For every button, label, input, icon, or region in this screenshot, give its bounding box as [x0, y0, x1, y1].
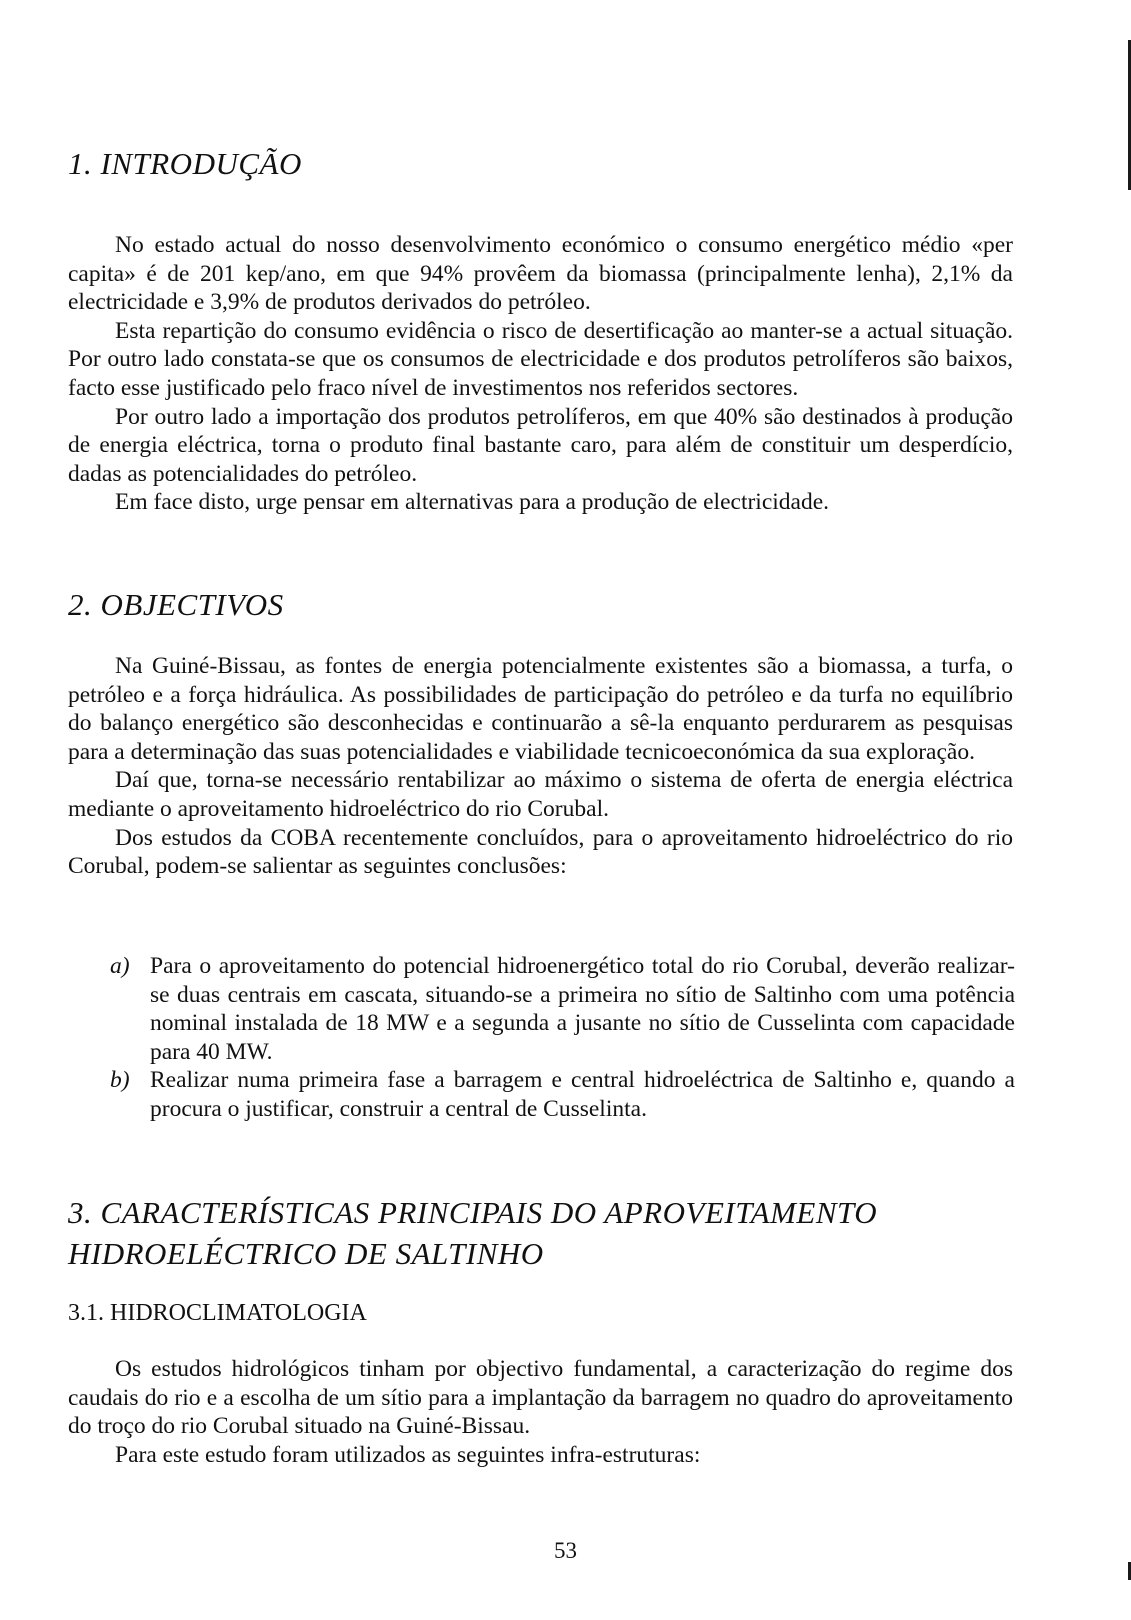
section-3-1 — [68, 1298, 1013, 1328]
list-item — [110, 1066, 1015, 1123]
section-1-paragraph-2: Esta repartição do consumo evidência o risco de desertificação ao manter-se a actual situação. Por outro lado constata-se que os consumos de electricidade e dos produtos petrolíferos são baixos, facto esse justificado pelo fraco nível de investimentos nos referidos sectores. — [68, 317, 1013, 401]
list-item — [110, 952, 1015, 1066]
section-2-paragraph-3: Dos estudos da COBA recentemente concluídos, para o aproveitamento hidroeléctrico do rio Corubal, podem-se salientar as seguintes conclusões: — [68, 824, 1013, 880]
section-1 — [68, 143, 1013, 184]
page-number: 53 — [554, 1538, 577, 1563]
section-3-heading — [68, 1192, 1013, 1274]
section-2-heading: 2. OBJECTIVOS — [68, 587, 284, 622]
section-2-paragraph-2: Daí que, torna-se necessário rentabilizar ao máximo o sistema de oferta de energia eléctrica mediante o aproveitamento hidroeléctrico do rio Corubal. — [68, 767, 1013, 822]
section-3-1-heading: 3.1. HIDROCLIMATOLOGIA — [68, 1300, 367, 1326]
section-3-paragraph-2: Para este estudo foram utilizados as seguintes infra-estruturas: — [115, 1441, 701, 1468]
list-marker: a) — [110, 953, 130, 979]
section-3-paragraph-1: Os estudos hidrológicos tinham por objectivo fundamental, a caracterização do regime dos caudais do rio e a escolha de um sítio para a implantação da barragem no quadro do aproveitamento do troço do rio Corubal situado na Guiné-Bissau. — [68, 1356, 1013, 1440]
section-3 — [68, 1192, 1013, 1274]
section-1-paragraph-1: No estado actual do nosso desenvolvimento económico o consumo energético médio «per capita» é de 201 kep/ano, em que 94% provêem da biomassa (principalmente lenha), 2,1% da electricidade e 3,9% de produtos derivados do petróleo. — [68, 232, 1013, 316]
list-item-text: Realizar numa primeira fase a barragem e central hidroeléctrica de Saltinho e, quando a procura o justificar, construir a central de Cusselinta. — [150, 1067, 1015, 1122]
section-2-body — [68, 652, 1013, 881]
section-1-paragraph-4: Em face disto, urge pensar em alternativas para a produção de electricidade. — [115, 489, 830, 516]
section-3-heading-line-2: HIDROELÉCTRICO DE SALTINHO — [68, 1236, 544, 1271]
conclusions-list — [110, 952, 1015, 1124]
section-1-heading: 1. INTRODUÇÃO — [68, 146, 302, 181]
section-2 — [68, 584, 1013, 625]
section-1-body — [68, 231, 1013, 517]
list-item-text: Para o aproveitamento do potencial hidroenergético total do rio Corubal, deverão realizar-se duas centrais em cascata, situando-se a primeira no sítio de Saltinho com uma potência nominal instalada de 18 MW e a segunda a jusante no sítio de Cusselinta com capacidade para 40 MW. — [150, 953, 1015, 1065]
section-1-paragraph-3: Por outro lado a importação dos produtos petrolíferos, em que 40% são destinados à produção de energia eléctrica, torna o produto final bastante caro, para além de constituir um desperdício, dadas as potencialidades do petróleo. — [68, 403, 1013, 487]
list-marker: b) — [110, 1067, 130, 1094]
section-3-body — [68, 1355, 1013, 1469]
section-3-heading-line-1: 3. CARACTERÍSTICAS PRINCIPAIS DO APROVEITAMENTO — [68, 1195, 878, 1230]
section-2-paragraph-1: Na Guiné-Bissau, as fontes de energia potencialmente existentes são a biomassa, a turfa, o petróleo e a força hidráulica. As possibilidades de participação do petróleo e da turfa no equilíbrio do balanço energético são desconhecidas e continuarão a sê-la enquanto perdurarem as pesquisas para a determinação das suas potencialidades e viabilidade tecnicoeconómica da sua exploração. — [68, 653, 1013, 765]
